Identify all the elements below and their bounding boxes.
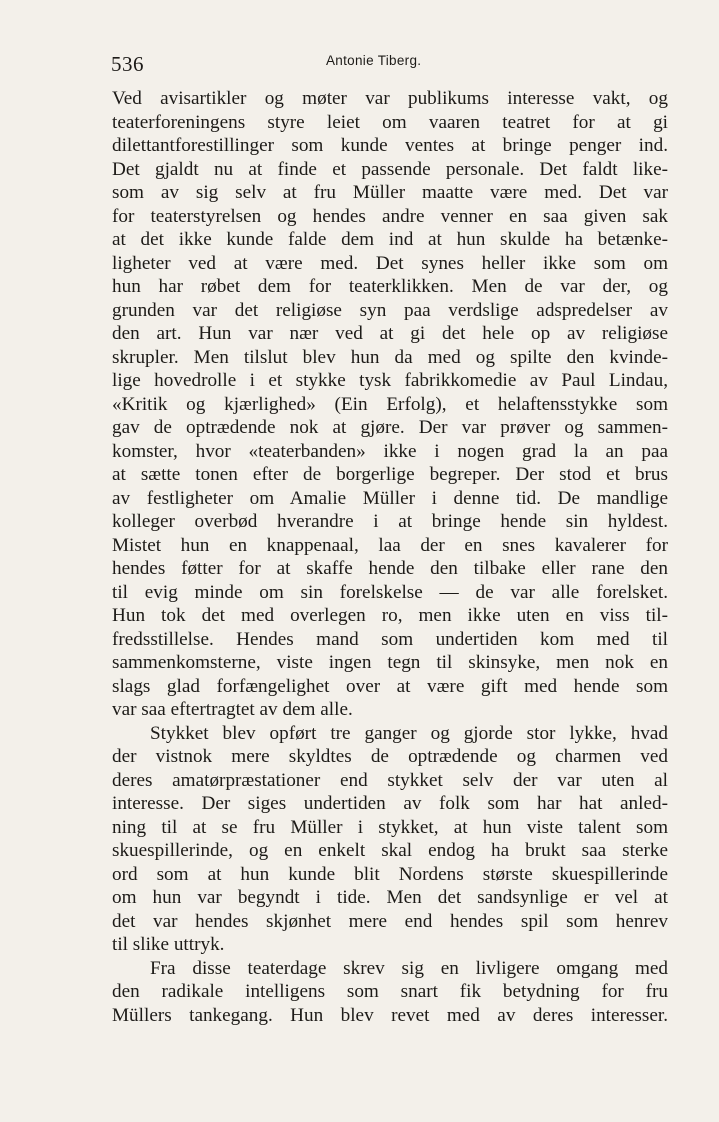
text-line: dilettantforestillinger som kunde ventes at bringe penger ind. xyxy=(112,135,668,156)
text-line: til evig minde om sin forelskelse — de var alle forelsket. xyxy=(112,581,668,603)
text-line: sammenkomsterne, viste ingen tegn til skinsyke, men nok en xyxy=(112,652,668,673)
text-line: hendes føtter for at skaffe hende den tilbake eller rane den xyxy=(112,558,668,579)
paragraph-start-line: Fra disse teaterdage skrev sig en livligere omgang med xyxy=(150,957,668,979)
running-title: Antonie Tiberg. xyxy=(326,53,422,68)
text-line: gav de optrædende nok at gjøre. Der var prøver og sammen- xyxy=(112,417,668,438)
paragraph-end-line: var saa eftertragtet av dem alle. xyxy=(112,699,353,720)
text-line: fredsstillelse. Hendes mand som undertiden kom med til xyxy=(112,628,668,650)
text-line: grunden var det religiøse syn paa verdslige adspredelser av xyxy=(112,299,668,321)
text-line: skuespillerinde, og en enkelt skal endog ha brukt saa sterke xyxy=(112,840,668,861)
text-line: kolleger overbød hverandre i at bringe hende sin hyldest. xyxy=(112,511,668,532)
text-line: for teaterstyrelsen og hendes andre venner en saa given sak xyxy=(112,205,668,227)
text-line: at det ikke kunde falde dem ind at hun skulde ha betænke- xyxy=(112,229,668,250)
text-line: teaterforeningens styre leiet om vaaren teatret for at gi xyxy=(112,111,668,133)
text-line: ligheter ved at være med. Det synes heller ikke som om xyxy=(112,252,668,274)
body-text xyxy=(112,87,668,1027)
text-line: den art. Hun var nær ved at gi det hele op av religiøse xyxy=(112,323,668,344)
text-line: ord som at hun kunde blit Nordens største skuespillerinde xyxy=(112,863,668,885)
paragraph-end-line: til slike uttryk. xyxy=(112,934,225,955)
text-line: som av sig selv at fru Müller maatte være med. Det var xyxy=(112,182,668,203)
text-line: den radikale intelligens som snart fik betydning for fru xyxy=(112,981,668,1002)
text-line: skrupler. Men tilslut blev hun da med og spilte den kvinde- xyxy=(112,346,668,368)
text-line: av festligheter om Amalie Müller i denne tid. De mandlige xyxy=(112,487,668,509)
text-line: Det gjaldt nu at finde et passende personale. Det faldt like- xyxy=(112,158,668,180)
text-line: der vistnok mere skyldtes de optrædende og charmen ved xyxy=(112,746,668,767)
paragraph-start-line: Stykket blev opført tre ganger og gjorde stor lykke, hvad xyxy=(150,722,668,744)
text-line: ning til at se fru Müller i stykket, at hun viste talent som xyxy=(112,816,668,838)
text-line: Ved avisartikler og møter var publikums interesse vakt, og xyxy=(112,88,668,109)
text-line: at sætte tonen efter de borgerlige begreper. Der stod et brus xyxy=(112,464,668,485)
page-number: 536 xyxy=(111,52,144,76)
text-line: «Kritik og kjærlighed» (Ein Erfolg), et helaftensstykke som xyxy=(112,393,668,415)
text-line: slags glad forfængelighet over at være gift med hende som xyxy=(112,675,668,697)
text-line: om hun var begyndt i tide. Men det sandsynlige er vel at xyxy=(112,887,668,908)
text-line: komster, hvor «teaterbanden» ikke i nogen grad la an paa xyxy=(112,440,668,462)
text-line: lige hovedrolle i et stykke tysk fabrikkomedie av Paul Lindau, xyxy=(112,370,668,391)
text-line: interesse. Der siges undertiden av folk som har hat anled- xyxy=(112,793,668,814)
text-line: det var hendes skjønhet mere end hendes spil som henrev xyxy=(112,910,668,932)
text-line: deres amatørpræstationer end stykket selv der var uten al xyxy=(112,769,668,791)
text-line: Hun tok det med overlegen ro, men ikke uten en viss til- xyxy=(112,605,668,626)
text-line: Müllers tankegang. Hun blev revet med av deres interesser. xyxy=(112,1004,668,1026)
text-line: Mistet hun en knappenaal, laa der en snes kavalerer for xyxy=(112,534,668,556)
text-line: hun har røbet dem for teaterklikken. Men de var der, og xyxy=(112,276,668,297)
